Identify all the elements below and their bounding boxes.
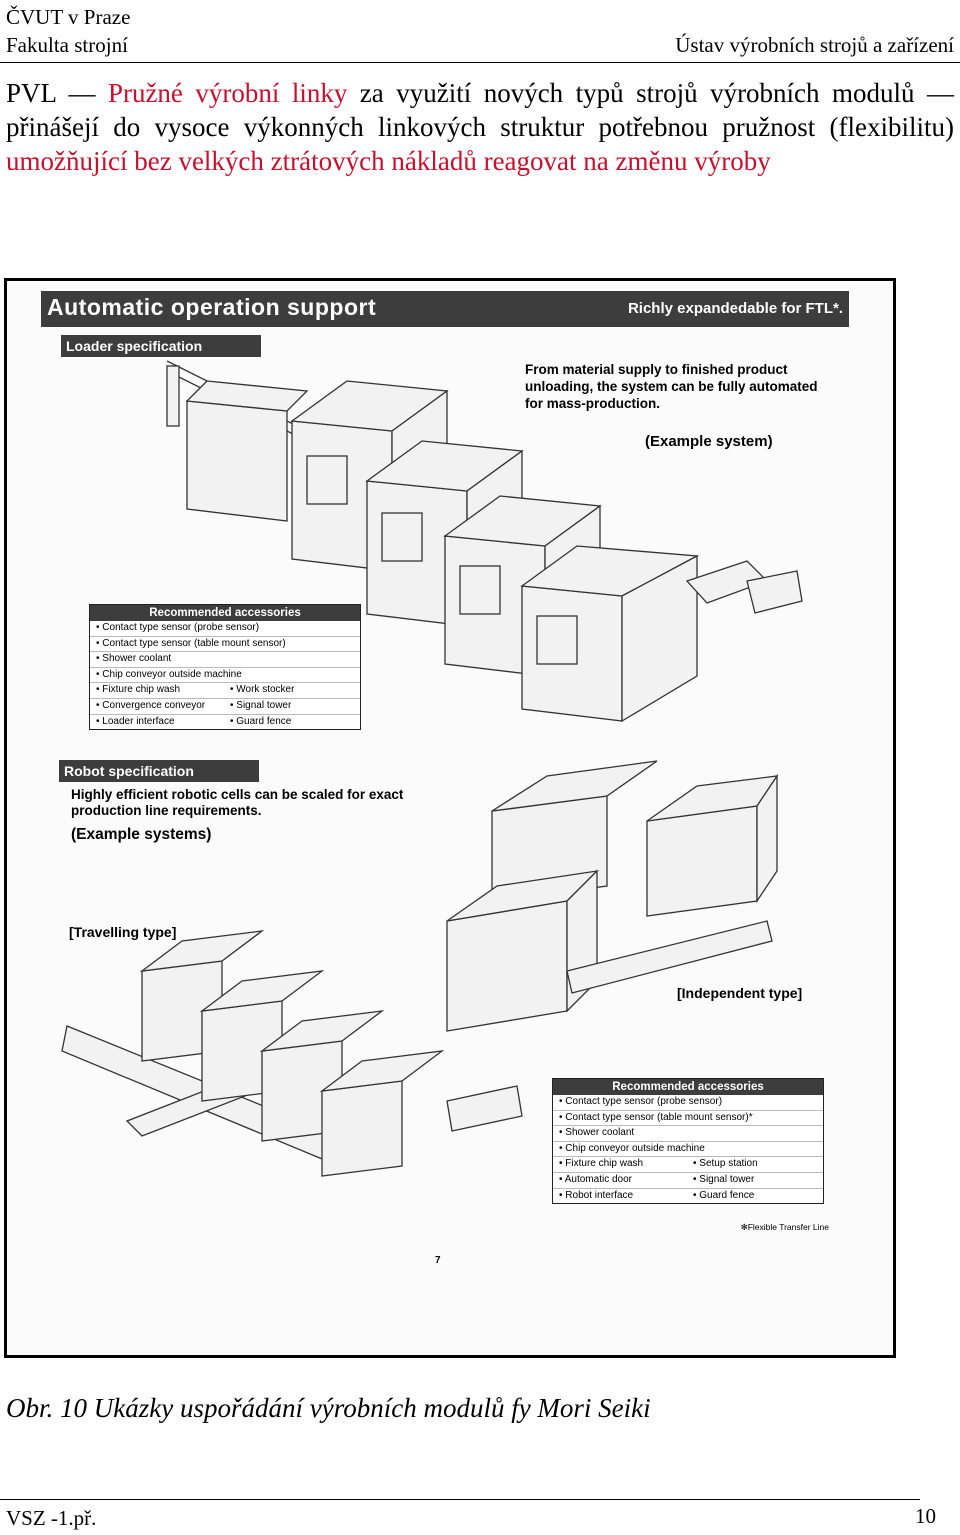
figure-title: Automatic operation support (47, 294, 377, 320)
intro-highlight-1: Pružné výrobní linky (107, 78, 348, 108)
loader-enclosure-front (187, 401, 287, 521)
accessory-row: • Robot interface • Guard fence (559, 1189, 755, 1201)
accessory-row: • Shower coolant (90, 652, 360, 668)
independent-machine-2-front (447, 901, 567, 1031)
loader-description: From material supply to finished product unloading, the system can be fully automated for mass-production. (525, 362, 818, 411)
accessory-row: • Chip conveyor outside machine (553, 1142, 823, 1158)
travelling-type-label: [Travelling type] (69, 924, 177, 940)
footer-page-number: 10 (915, 1504, 936, 1528)
loader-machine-2-door (382, 513, 422, 561)
intro-highlight-2: umožňující bez velkých ztrátových nákladů reagovat na změnu výroby (6, 146, 771, 176)
accessories-table-loader (89, 604, 361, 730)
accessory-row: • Fixture chip wash • Work stocker (90, 683, 360, 699)
intro-body: za využití nových typů strojů výrobních modulů — přinášejí do vysoce výkonných linkových struktur potřebnou pružnost (flexibilitu) (6, 78, 954, 142)
independent-stocker (567, 921, 772, 993)
accessories-heading: Recommended accessories (90, 605, 360, 621)
accessory-row: • Contact type sensor (table mount sensor)* (553, 1111, 823, 1127)
footer-doc-label: VSZ -1.př. (6, 1506, 97, 1530)
figure-caption: Obr. 10 Ukázky uspořádání výrobních modulů fy Mori Seiki (6, 1393, 651, 1423)
header-faculty: Fakulta strojní (6, 33, 128, 57)
accessory-row: • Convergence conveyor • Signal tower (90, 699, 360, 715)
robot-section-heading: Robot specification (59, 760, 259, 782)
loader-machine-4-door (537, 616, 577, 664)
loader-machine-1-door (307, 456, 347, 504)
intro-paragraph (6, 76, 954, 178)
accessory-row: • Chip conveyor outside machine (90, 668, 360, 684)
accessory-row: • Loader interface • Guard fence (96, 715, 292, 727)
figure-footnote: ✻Flexible Transfer Line (740, 1222, 829, 1232)
loader-example-label: (Example system) (645, 433, 773, 450)
loader-machine-3-door (460, 566, 500, 614)
accessories-table-robot (552, 1078, 824, 1204)
figure-page-number: 7 (435, 1255, 441, 1266)
intro-lead: PVL — (6, 78, 108, 108)
footer-rule (0, 1499, 920, 1500)
figure-title-bar (41, 291, 849, 327)
robot-examples-label: (Example systems) (71, 826, 212, 843)
gantry-post-left (167, 366, 179, 426)
header-rule (0, 62, 960, 63)
accessories-heading: Recommended accessories (553, 1079, 823, 1095)
accessory-row: • Contact type sensor (table mount sensor) (90, 637, 360, 653)
figure-badge: Richly expandedable for FTL*. (627, 300, 843, 317)
robot-description: Highly efficient robotic cells can be scaled for exact production line requirements. (71, 787, 404, 818)
accessory-row: • Contact type sensor (probe sensor) (553, 1095, 823, 1111)
accessory-row: • Contact type sensor (probe sensor) (90, 621, 360, 637)
travel-machine-4-front (322, 1081, 402, 1176)
header-institute: Ústav výrobních strojů a zařízení (675, 33, 954, 57)
loader-section-heading: Loader specification (61, 335, 261, 357)
header-university: ČVUT v Praze (6, 5, 131, 29)
independent-machine-front (647, 806, 757, 916)
accessory-row: • Fixture chip wash • Setup station (553, 1157, 823, 1173)
travel-bin (447, 1086, 522, 1131)
accessory-row: • Automatic door • Signal tower (553, 1173, 823, 1189)
brochure-figure (4, 278, 896, 1358)
accessory-row: • Shower coolant (553, 1126, 823, 1142)
independent-type-label: [Independent type] (677, 985, 803, 1001)
